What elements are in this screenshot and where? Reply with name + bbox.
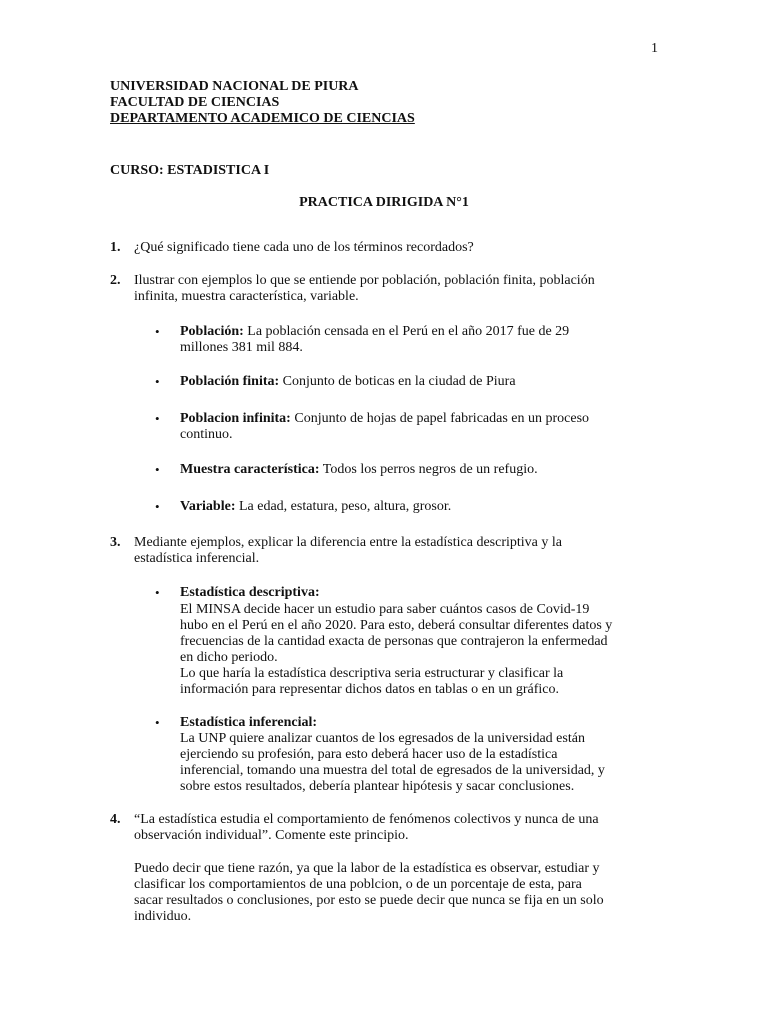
q3-text-line2: estadística inferencial. bbox=[134, 551, 260, 566]
q2-number: 2. bbox=[110, 273, 121, 288]
term-definition: Conjunto de hojas de papel fabricadas en un proceso bbox=[290, 411, 590, 426]
bullet-icon: • bbox=[155, 585, 160, 600]
term-definition: Todos los perros negros de un refugio. bbox=[319, 462, 538, 477]
q4-text-line2: observación individual”. Comente este principio. bbox=[134, 828, 409, 843]
q3-text-line1: Mediante ejemplos, explicar la diferencia entre la estadística descriptiva y la bbox=[134, 535, 562, 550]
inferencial-line: sobre estos resultados, debería plantear hipótesis y sacar conclusiones. bbox=[180, 779, 575, 794]
q4-number: 4. bbox=[110, 812, 121, 827]
term-label: Población finita: bbox=[180, 374, 280, 389]
descriptiva-line: información para representar dichos datos en tablas o en un gráfico. bbox=[180, 682, 560, 697]
bullet-icon: • bbox=[155, 374, 160, 389]
q2-item-muestra bbox=[180, 462, 670, 479]
term-label: Muestra característica: bbox=[180, 462, 320, 477]
descriptiva-line: Lo que haría la estadística descriptiva seria estructurar y clasificar la bbox=[180, 666, 564, 681]
q2-text-line2: infinita, muestra característica, variable. bbox=[134, 289, 359, 304]
faculty-name: FACULTAD DE CIENCIAS bbox=[110, 95, 280, 110]
q4-answer-line: Puedo decir que tiene razón, ya que la labor de la estadística es observar, estudiar y bbox=[134, 861, 600, 876]
practice-title: PRACTICA DIRIGIDA N°1 bbox=[299, 195, 469, 210]
q4-answer-line: individuo. bbox=[134, 909, 192, 924]
q2-item-variable bbox=[180, 499, 670, 516]
descriptiva-line: El MINSA decide hacer un estudio para saber cuántos casos de Covid-19 bbox=[180, 602, 590, 617]
q4-text-line1: “La estadística estudia el comportamiento de fenómenos colectivos y nunca de una bbox=[134, 812, 599, 827]
inferencial-line: inferencial, tomando una muestra del total de egresados de la universidad, y bbox=[180, 763, 605, 778]
inferencial-heading: Estadística inferencial: bbox=[180, 715, 318, 730]
q1-text: ¿Qué significado tiene cada uno de los términos recordados? bbox=[134, 240, 474, 255]
inferencial-line: ejerciendo su profesión, para esto deberá hacer uso de la estadística bbox=[180, 747, 558, 762]
q2-item-poblacion-infinita-cont: continuo. bbox=[180, 427, 233, 442]
bullet-icon: • bbox=[155, 715, 160, 730]
descriptiva-heading: Estadística descriptiva: bbox=[180, 585, 320, 600]
bullet-icon: • bbox=[155, 499, 160, 514]
q3-number: 3. bbox=[110, 535, 121, 550]
bullet-icon: • bbox=[155, 324, 160, 339]
term-definition: Conjunto de boticas en la ciudad de Piura bbox=[279, 374, 516, 389]
course-label: CURSO: ESTADISTICA I bbox=[110, 163, 270, 178]
descriptiva-line: frecuencias de la cantidad exacta de personas que contrajeron la enfermedad bbox=[180, 634, 608, 649]
q4-answer-line: clasificar los comportamientos de una poblcion, o de un porcentaje de esta, para bbox=[134, 877, 582, 892]
q2-item-poblacion-infinita bbox=[180, 411, 670, 428]
q2-text-line1: Ilustrar con ejemplos lo que se entiende por población, población finita, población bbox=[134, 273, 595, 288]
q2-item-poblacion bbox=[180, 324, 670, 341]
q2-item-poblacion-cont: millones 381 mil 884. bbox=[180, 340, 303, 355]
term-label: Población: bbox=[180, 324, 244, 339]
university-name: UNIVERSIDAD NACIONAL DE PIURA bbox=[110, 79, 359, 94]
page-number: 1 bbox=[651, 41, 658, 56]
descriptiva-line: hubo en el Perú en el año 2020. Para esto, deberá consultar diferentes datos y bbox=[180, 618, 613, 633]
q1-number: 1. bbox=[110, 240, 121, 255]
term-definition: La población censada en el Perú en el año 2017 fue de 29 bbox=[243, 324, 570, 339]
inferencial-line: La UNP quiere analizar cuantos de los egresados de la universidad están bbox=[180, 731, 585, 746]
q4-answer-line: sacar resultados o conclusiones, por esto se puede decir que nunca se fija en un solo bbox=[134, 893, 604, 908]
bullet-icon: • bbox=[155, 411, 160, 426]
descriptiva-line: en dicho periodo. bbox=[180, 650, 278, 665]
term-label: Variable: bbox=[180, 499, 236, 514]
bullet-icon: • bbox=[155, 462, 160, 477]
q2-item-poblacion-finita bbox=[180, 374, 670, 391]
term-label: Poblacion infinita: bbox=[180, 411, 291, 426]
department-name: DEPARTAMENTO ACADEMICO DE CIENCIAS bbox=[110, 111, 415, 126]
term-definition: La edad, estatura, peso, altura, grosor. bbox=[235, 499, 452, 514]
